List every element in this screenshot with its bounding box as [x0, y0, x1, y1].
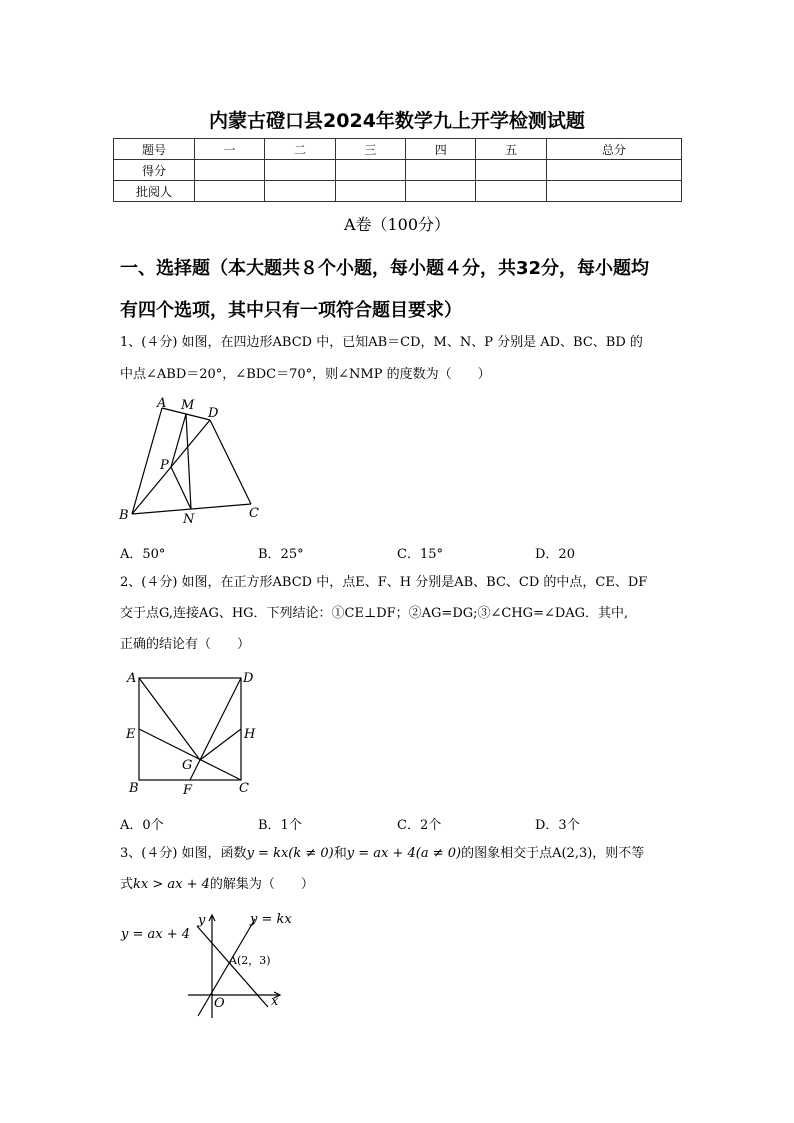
- table-cell: [406, 181, 476, 202]
- table-cell: 总分: [546, 139, 681, 160]
- q2-text-line3: 正确的结论有（ ）: [120, 637, 251, 652]
- label-a: A: [157, 396, 167, 411]
- table-cell: [546, 160, 681, 181]
- q1-option-b: B．25°: [258, 547, 304, 562]
- q1-text-line1: 1、(４分) 如图，在四边形ABCD 中，已知AB＝CD，M、N、P 分别是 AD、BC、BD 的: [120, 335, 643, 350]
- table-cell: [195, 160, 265, 181]
- q3-condition-2: (a ≠ 0): [415, 846, 462, 861]
- table-cell: 得分: [114, 160, 195, 181]
- table-cell: 题号: [114, 139, 195, 160]
- label-origin: O: [214, 996, 225, 1011]
- label-line-kx: y = kx: [250, 912, 292, 927]
- segment-ag: [139, 678, 200, 760]
- q1-option-c: C．15°: [397, 547, 443, 562]
- q2-option-c: C．2个: [397, 818, 442, 833]
- table-cell: 四: [406, 139, 476, 160]
- table-cell: 批阅人: [114, 181, 195, 202]
- q3-figure: [118, 905, 308, 1025]
- q3-condition-1: (k ≠ 0): [288, 846, 334, 861]
- table-cell: [546, 181, 681, 202]
- q3-and: 和: [333, 846, 347, 861]
- q3-function-1: y = kx: [246, 846, 289, 861]
- table-row: [114, 160, 682, 181]
- q3-inequality: kx > ax + 4: [133, 877, 210, 892]
- q2-option-d: D．3个: [535, 818, 580, 833]
- table-cell: 三: [335, 139, 405, 160]
- q1-text-line2: 中点∠ABD＝20°，∠BDC＝70°，则∠NMP 的度数为（ ）: [120, 367, 491, 382]
- q1-option-d: D．20: [535, 547, 575, 562]
- label-c: C: [239, 781, 249, 796]
- label-y-axis: y: [198, 913, 206, 928]
- line-kx: [198, 919, 255, 1016]
- segment-pn: [171, 467, 191, 509]
- label-x-axis: x: [271, 994, 279, 1009]
- q2-option-a: A．0个: [120, 818, 164, 833]
- table-cell: [195, 181, 265, 202]
- table-row: [114, 181, 682, 202]
- label-p: P: [160, 458, 169, 473]
- table-cell: [335, 160, 405, 181]
- label-h: H: [244, 727, 256, 742]
- table-cell: [265, 181, 335, 202]
- score-table: [113, 138, 682, 202]
- q1-figure: [115, 395, 275, 530]
- label-c: C: [249, 506, 259, 521]
- edge-dc: [210, 420, 251, 504]
- section-heading-line1: 一、选择题（本大题共８个小题，每小题４分，共32分，每小题均: [120, 258, 650, 279]
- q3-text-suffix-2: 的解集为（ ）: [209, 877, 314, 892]
- label-m: M: [181, 398, 195, 413]
- section-heading-line2: 有四个选项，其中只有一项符合题目要求）: [120, 300, 462, 321]
- label-e: E: [126, 727, 136, 742]
- label-a: A: [127, 671, 137, 686]
- table-cell: [265, 160, 335, 181]
- section-a-heading: A卷（100分）: [343, 215, 451, 234]
- q3-text-prefix-2: 式: [120, 877, 134, 892]
- label-d: D: [243, 671, 254, 686]
- table-cell: 五: [476, 139, 546, 160]
- segment-hg: [200, 729, 241, 760]
- page-title: 内蒙古磴口县2024年数学九上开学检测试题: [209, 110, 585, 132]
- table-cell: [335, 181, 405, 202]
- q3-function-2: y = ax + 4: [346, 846, 416, 861]
- table-cell: 一: [195, 139, 265, 160]
- table-cell: [476, 160, 546, 181]
- label-b: B: [119, 508, 129, 523]
- q2-text-line1: 2、(４分) 如图，在正方形ABCD 中，点E、F、H 分别是AB、BC、CD 的中点，CE、DF: [120, 575, 648, 590]
- edge-ab: [132, 408, 162, 514]
- q3-text-line1: [120, 845, 680, 863]
- label-b: B: [129, 781, 139, 796]
- q1-option-a: A．50°: [120, 547, 166, 562]
- label-d: D: [208, 406, 219, 421]
- segment-mn: [186, 414, 191, 509]
- q3-text-line2: [120, 876, 680, 894]
- q2-figure: [120, 665, 270, 800]
- table-cell: [406, 160, 476, 181]
- q3-text-suffix: 的图象相交于点A(2,3)，则不等: [461, 846, 645, 861]
- label-g: G: [182, 758, 193, 773]
- label-line-ax-plus-4: y = ax + 4: [121, 927, 191, 942]
- label-point-a: A(2，3): [229, 954, 271, 967]
- table-cell: 二: [265, 139, 335, 160]
- table-header-row: [114, 139, 682, 160]
- table-cell: [476, 181, 546, 202]
- label-f: F: [183, 783, 193, 798]
- q2-text-line2: 交于点G,连接AG、HG．下列结论：①CE⊥DF；②AG=DG;③∠CHG=∠DAG．其中,: [120, 606, 629, 621]
- segment-mp: [171, 414, 186, 467]
- q2-option-b: B．1个: [258, 818, 302, 833]
- segment-df: [190, 678, 241, 780]
- q3-text-prefix: 3、(４分) 如图，函数: [120, 846, 247, 861]
- label-n: N: [183, 512, 195, 527]
